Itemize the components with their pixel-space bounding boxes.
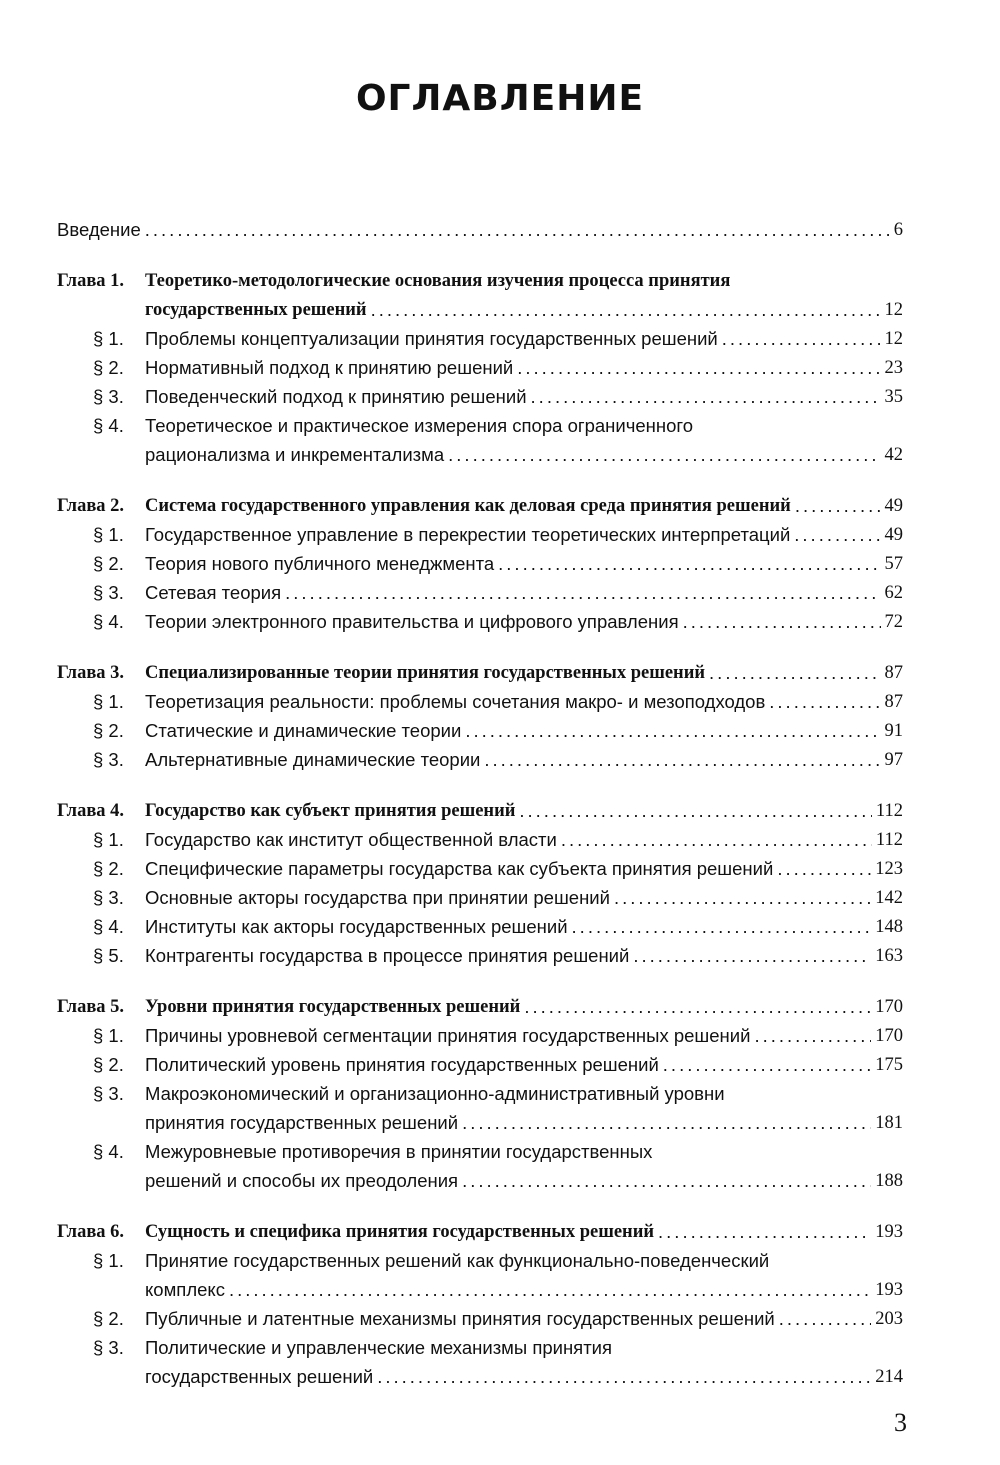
entry-number: § 3. (93, 749, 124, 770)
entry-page: 12 (884, 300, 903, 320)
entry-title: Статические и динамические теории (145, 720, 462, 741)
entry-text-wrap (145, 524, 885, 546)
entry-text-wrap (145, 1054, 875, 1076)
entry-page: 214 (875, 1367, 903, 1387)
toc-section-5-4 (57, 1134, 903, 1163)
toc-chapter-6 (57, 1214, 903, 1243)
leader-dots (371, 299, 881, 321)
entry-page: 112 (875, 801, 903, 821)
entry-page: 12 (884, 329, 903, 349)
toc-section-4-3 (57, 880, 903, 909)
entry-title: Политические и управленческие механизмы принятия (145, 1337, 613, 1358)
entry-page: 193 (875, 1280, 903, 1300)
entry-title: Основные акторы государства при принятии решений (145, 887, 610, 908)
entry-number: § 1. (93, 524, 124, 545)
entry-title: Теоретико-методологические основания изучения процесса принятия (145, 271, 731, 291)
entry-page: 57 (884, 554, 903, 574)
entry-page: 23 (884, 358, 903, 378)
leader-dots (754, 1025, 871, 1047)
entry-text-wrap (145, 553, 885, 575)
entry-text-wrap (145, 1221, 875, 1243)
entry-title: Государство как субъект принятия решений (145, 801, 516, 821)
leader-dots (377, 1366, 871, 1388)
entry-title: государственных решений (145, 1366, 374, 1387)
entry-number: § 4. (93, 1141, 124, 1162)
toc-section-4-1 (57, 822, 903, 851)
toc-section-1-2 (57, 350, 903, 379)
entry-text-wrap (145, 996, 875, 1018)
leader-dots (779, 1308, 871, 1330)
entry-text-wrap (145, 270, 903, 292)
entry-page: 142 (875, 888, 903, 908)
entry-title: рационализма и инкрементализма (145, 444, 445, 465)
table-of-contents (57, 212, 903, 1388)
toc-section-1-1 (57, 321, 903, 350)
entry-text-wrap (145, 328, 885, 350)
entry-title: Контрагенты государства в процессе принятия решений (145, 945, 630, 966)
entry-text-wrap (145, 1170, 875, 1192)
entry-text-wrap (145, 1141, 903, 1163)
entry-number: § 4. (93, 916, 124, 937)
leader-dots (709, 662, 880, 684)
toc-intro (57, 212, 903, 241)
entry-text-wrap (145, 495, 885, 517)
leader-dots (517, 357, 880, 379)
entry-title: Макроэкономический и организационно-административный уровни (145, 1083, 725, 1104)
entry-title: Причины уровневой сегментации принятия государственных решений (145, 1025, 751, 1046)
entry-number: § 2. (93, 1308, 124, 1329)
entry-text-wrap (145, 945, 875, 967)
entry-title: Политический уровень принятия государственных решений (145, 1054, 659, 1075)
entry-page: 49 (884, 525, 903, 545)
leader-dots (572, 916, 872, 938)
page-title: ОГЛАВЛЕНИЕ (355, 78, 645, 119)
entry-title: Сущность и специфика принятия государственных решений (145, 1222, 655, 1242)
entry-text-wrap (145, 858, 875, 880)
entry-number: Глава 3. (57, 663, 125, 683)
entry-text-wrap (145, 299, 885, 321)
toc-chapter-2 (57, 488, 903, 517)
entry-text-wrap (145, 582, 885, 604)
entry-number: § 1. (93, 829, 124, 850)
leader-dots (794, 524, 880, 546)
entry-number: § 3. (93, 386, 124, 407)
entry-page: 170 (875, 1026, 903, 1046)
entry-title: комплекс (145, 1279, 225, 1300)
entry-text-wrap (145, 916, 875, 938)
entry-text-wrap (145, 1279, 875, 1301)
entry-title: Межуровневые противоречия в принятии государственных (145, 1141, 653, 1162)
toc-section-6-3 (57, 1359, 903, 1388)
entry-page: 87 (884, 692, 903, 712)
entry-number: § 2. (93, 858, 124, 879)
toc-section-2-1 (57, 517, 903, 546)
leader-dots (531, 386, 881, 408)
entry-page: 6 (893, 220, 903, 240)
entry-title: Теоретическое и практическое измерения спора ограниченного (145, 415, 694, 436)
toc-section-5-3 (57, 1105, 903, 1134)
entry-text-wrap (145, 662, 885, 684)
entry-text-wrap (145, 1083, 903, 1105)
entry-title: Публичные и латентные механизмы принятия государственных решений (145, 1308, 775, 1329)
entry-number: § 4. (93, 415, 124, 436)
toc-section-2-3 (57, 575, 903, 604)
entry-text-wrap (145, 444, 885, 466)
entry-text-wrap (145, 1308, 875, 1330)
leader-dots (465, 720, 880, 742)
toc-section-5-1 (57, 1018, 903, 1047)
toc-section-5-3 (57, 1076, 903, 1105)
entry-number: § 3. (93, 1337, 124, 1358)
toc-section-5-2 (57, 1047, 903, 1076)
toc-section-6-1 (57, 1272, 903, 1301)
toc-section-3-3 (57, 742, 903, 771)
leader-dots (524, 996, 871, 1018)
toc-chapter-4 (57, 793, 903, 822)
entry-page: 123 (875, 859, 903, 879)
entry-text-wrap (145, 887, 875, 909)
page-number: 3 (894, 1408, 907, 1437)
entry-title: Введение (57, 219, 141, 240)
leader-dots (498, 553, 880, 575)
leader-dots (519, 800, 872, 822)
leader-dots (722, 328, 881, 350)
entry-text-wrap (145, 357, 885, 379)
entry-number: § 1. (93, 1250, 124, 1271)
toc-section-4-5 (57, 938, 903, 967)
entry-number: § 2. (93, 1054, 124, 1075)
toc-section-2-4 (57, 604, 903, 633)
entry-number: Глава 4. (57, 801, 125, 821)
entry-text-wrap (145, 1366, 875, 1388)
entry-text-wrap (145, 1337, 903, 1359)
entry-title: Альтернативные динамические теории (145, 749, 481, 770)
entry-title: Сетевая теория (145, 582, 282, 603)
leader-dots (795, 495, 881, 517)
entry-title: Теоретизация реальности: проблемы сочетания макро- и мезоподходов (145, 691, 766, 712)
entry-title: Государственное управление в перекрестии теоретических интерпретаций (145, 524, 791, 545)
entry-title: Институты как акторы государственных решений (145, 916, 568, 937)
entry-page: 203 (875, 1309, 903, 1329)
entry-number: Глава 6. (57, 1222, 125, 1242)
toc-section-5-4 (57, 1163, 903, 1192)
entry-text-wrap (145, 1025, 875, 1047)
entry-text-wrap (145, 829, 876, 851)
toc-section-3-2 (57, 713, 903, 742)
entry-number: § 1. (93, 328, 124, 349)
entry-title: Теории электронного правительства и цифрового управления (145, 611, 679, 632)
entry-title: Нормативный подход к принятию решений (145, 357, 514, 378)
entry-title: Принятие государственных решений как функционально-поведенческий (145, 1250, 770, 1271)
toc-section-6-3 (57, 1330, 903, 1359)
entry-text-wrap (57, 219, 894, 241)
toc-section-1-4 (57, 408, 903, 437)
leader-dots (614, 887, 871, 909)
entry-number: § 3. (93, 887, 124, 908)
entry-number: § 2. (93, 720, 124, 741)
entry-number: § 5. (93, 945, 124, 966)
entry-page: 148 (875, 917, 903, 937)
entry-text-wrap (145, 415, 903, 437)
entry-text-wrap (145, 691, 885, 713)
leader-dots (663, 1054, 871, 1076)
leader-dots (462, 1112, 871, 1134)
leader-dots (683, 611, 881, 633)
toc-chapter-1 (57, 263, 903, 292)
toc-chapter-3 (57, 655, 903, 684)
entry-title: Проблемы концептуализации принятия государственных решений (145, 328, 718, 349)
entry-number: § 2. (93, 357, 124, 378)
entry-page: 170 (875, 997, 903, 1017)
entry-number: § 1. (93, 1025, 124, 1046)
toc-section-6-1 (57, 1243, 903, 1272)
entry-text-wrap (145, 386, 885, 408)
entry-page: 49 (884, 496, 903, 516)
entry-title: Государство как институт общественной власти (145, 829, 557, 850)
entry-page: 42 (884, 445, 903, 465)
entry-page: 175 (875, 1055, 903, 1075)
entry-number: Глава 1. (57, 271, 125, 291)
toc-section-3-1 (57, 684, 903, 713)
entry-number: Глава 2. (57, 496, 125, 516)
leader-dots (769, 691, 880, 713)
entry-title: государственных решений (145, 300, 367, 320)
entry-title: Система государственного управления как деловая среда принятия решений (145, 496, 791, 516)
entry-number: Глава 5. (57, 997, 125, 1017)
entry-number: § 2. (93, 553, 124, 574)
toc-section-4-2 (57, 851, 903, 880)
toc-chapter-1 (57, 292, 903, 321)
entry-page: 87 (884, 663, 903, 683)
leader-dots (633, 945, 871, 967)
entry-title: решений и способы их преодоления (145, 1170, 459, 1191)
entry-page: 163 (875, 946, 903, 966)
leader-dots (229, 1279, 871, 1301)
entry-page: 193 (875, 1222, 903, 1242)
entry-title: Уровни принятия государственных решений (145, 997, 521, 1017)
entry-text-wrap (145, 1112, 875, 1134)
entry-text-wrap (145, 749, 885, 771)
toc-section-1-4 (57, 437, 903, 466)
leader-dots (777, 858, 871, 880)
entry-number: § 3. (93, 1083, 124, 1104)
leader-dots (145, 219, 890, 241)
entry-page: 112 (875, 830, 903, 850)
entry-title: принятия государственных решений (145, 1112, 459, 1133)
leader-dots (561, 829, 872, 851)
leader-dots (484, 749, 880, 771)
entry-text-wrap (145, 611, 885, 633)
entry-text-wrap (145, 1250, 903, 1272)
entry-page: 62 (884, 583, 903, 603)
entry-number: § 1. (93, 691, 124, 712)
toc-section-6-2 (57, 1301, 903, 1330)
entry-text-wrap (145, 720, 885, 742)
entry-page: 97 (884, 750, 903, 770)
entry-text-wrap (145, 800, 876, 822)
entry-title: Теория нового публичного менеджмента (145, 553, 495, 574)
leader-dots (658, 1221, 871, 1243)
entry-page: 181 (875, 1113, 903, 1133)
entry-title: Специализированные теории принятия государственных решений (145, 663, 706, 683)
entry-page: 91 (884, 721, 903, 741)
toc-chapter-5 (57, 989, 903, 1018)
entry-title: Специфические параметры государства как субъекта принятия решений (145, 858, 774, 879)
leader-dots (462, 1170, 871, 1192)
leader-dots (285, 582, 880, 604)
toc-section-4-4 (57, 909, 903, 938)
entry-page: 35 (884, 387, 903, 407)
entry-number: § 4. (93, 611, 124, 632)
entry-number: § 3. (93, 582, 124, 603)
leader-dots (448, 444, 880, 466)
entry-page: 188 (875, 1171, 903, 1191)
entry-page: 72 (884, 612, 903, 632)
toc-section-1-3 (57, 379, 903, 408)
entry-title: Поведенческий подход к принятию решений (145, 386, 527, 407)
toc-section-2-2 (57, 546, 903, 575)
